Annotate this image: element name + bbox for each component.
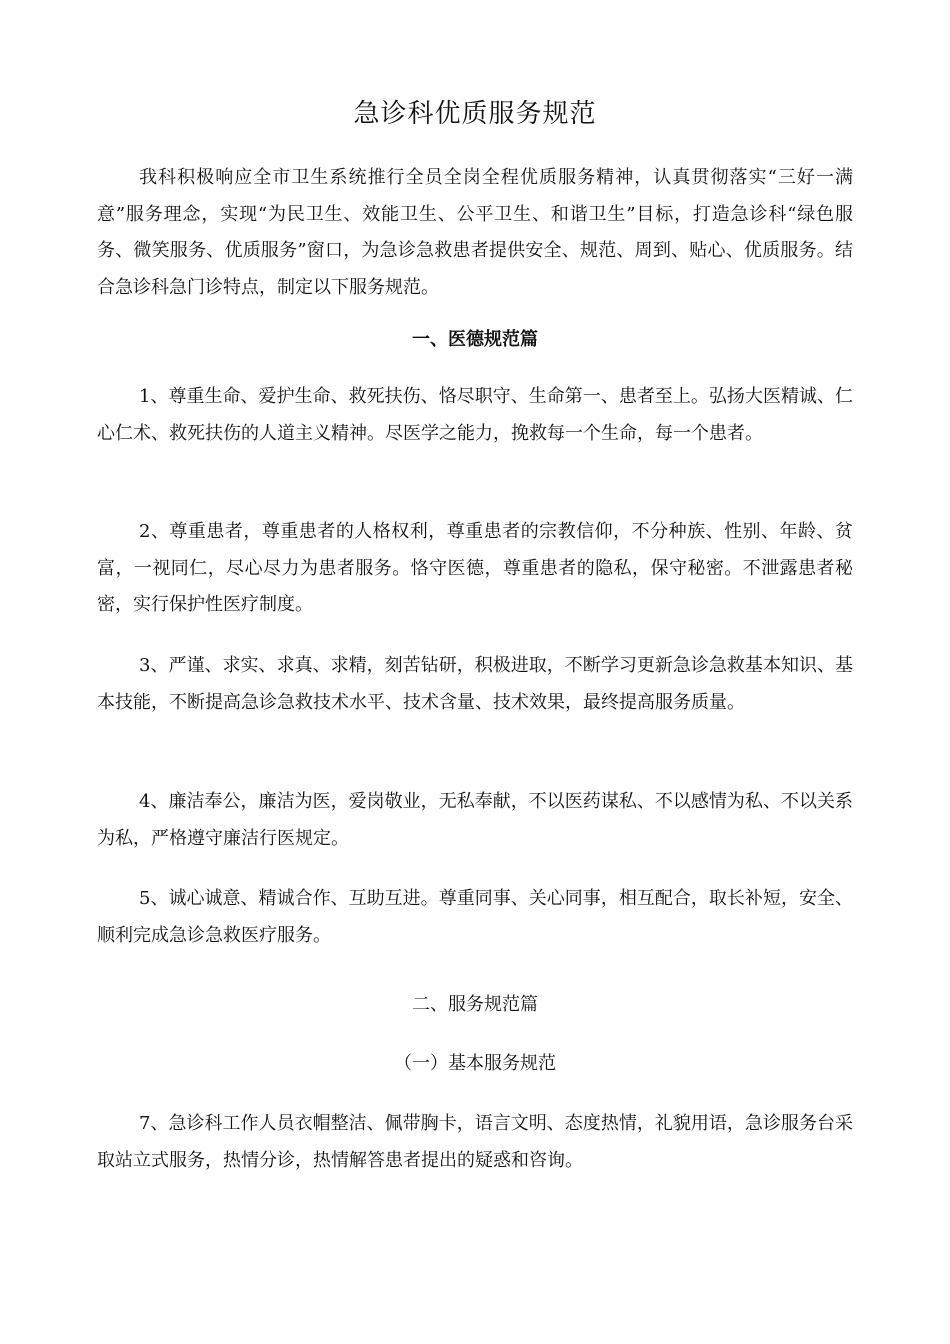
subsection-heading-basic-service: （一）基本服务规范 — [394, 1053, 556, 1074]
intro-paragraph: 我科积极响应全市卫生系统推行全员全岗全程优质服务精神，认真贯彻落实“三好一满意”服务理念，实现“为民卫生、效能卫生、公平卫生、和谐卫生”目标，打造急诊科“绿色服务、微笑服务、优质服务”窗口，为急诊急救患者提供安全、规范、周到、贴心、优质服务。结合急诊科急门诊特点，制定以下服务规范。 — [97, 167, 853, 298]
ethics-item-1: 1、尊重生命、爱护生命、救死扶伤、恪尽职守、生命第一、患者至上。弘扬大医精诚、仁心仁术、救死扶伤的人道主义精神。尽医学之能力，挽救每一个生命，每一个患者。 — [97, 386, 853, 444]
section-heading-medical-ethics: 一、医德规范篇 — [412, 329, 538, 350]
service-item-7: 7、急诊科工作人员衣帽整洁、佩带胸卡，语言文明、态度热情，礼貌用语，急诊服务台采取站立式服务，热情分诊，热情解答患者提出的疑惑和咨询。 — [97, 1113, 853, 1171]
ethics-item-2: 2、尊重患者，尊重患者的人格权利，尊重患者的宗教信仰，不分种族、性别、年龄、贫富，一视同仁，尽心尽力为患者服务。恪守医德，尊重患者的隐私，保守秘密。不泄露患者秘密，实行保护性医疗制度。 — [97, 521, 853, 615]
document-title: 急诊科优质服务规范 — [353, 99, 597, 129]
ethics-item-5: 5、诚心诚意、精诚合作、互助互进。尊重同事、关心同事，相互配合，取长补短，安全、顺利完成急诊急救医疗服务。 — [97, 888, 853, 946]
ethics-item-4: 4、廉洁奉公，廉洁为医，爱岗敬业，无私奉献，不以医药谋私、不以感情为私、不以关系为私，严格遵守廉洁行医规定。 — [97, 791, 853, 849]
section-heading-service: 二、服务规范篇 — [412, 994, 538, 1015]
ethics-item-3: 3、严谨、求实、求真、求精，刻苦钻研，积极进取，不断学习更新急诊急救基本知识、基本技能，不断提高急诊急救技术水平、技术含量、技术效果，最终提高服务质量。 — [97, 655, 853, 713]
